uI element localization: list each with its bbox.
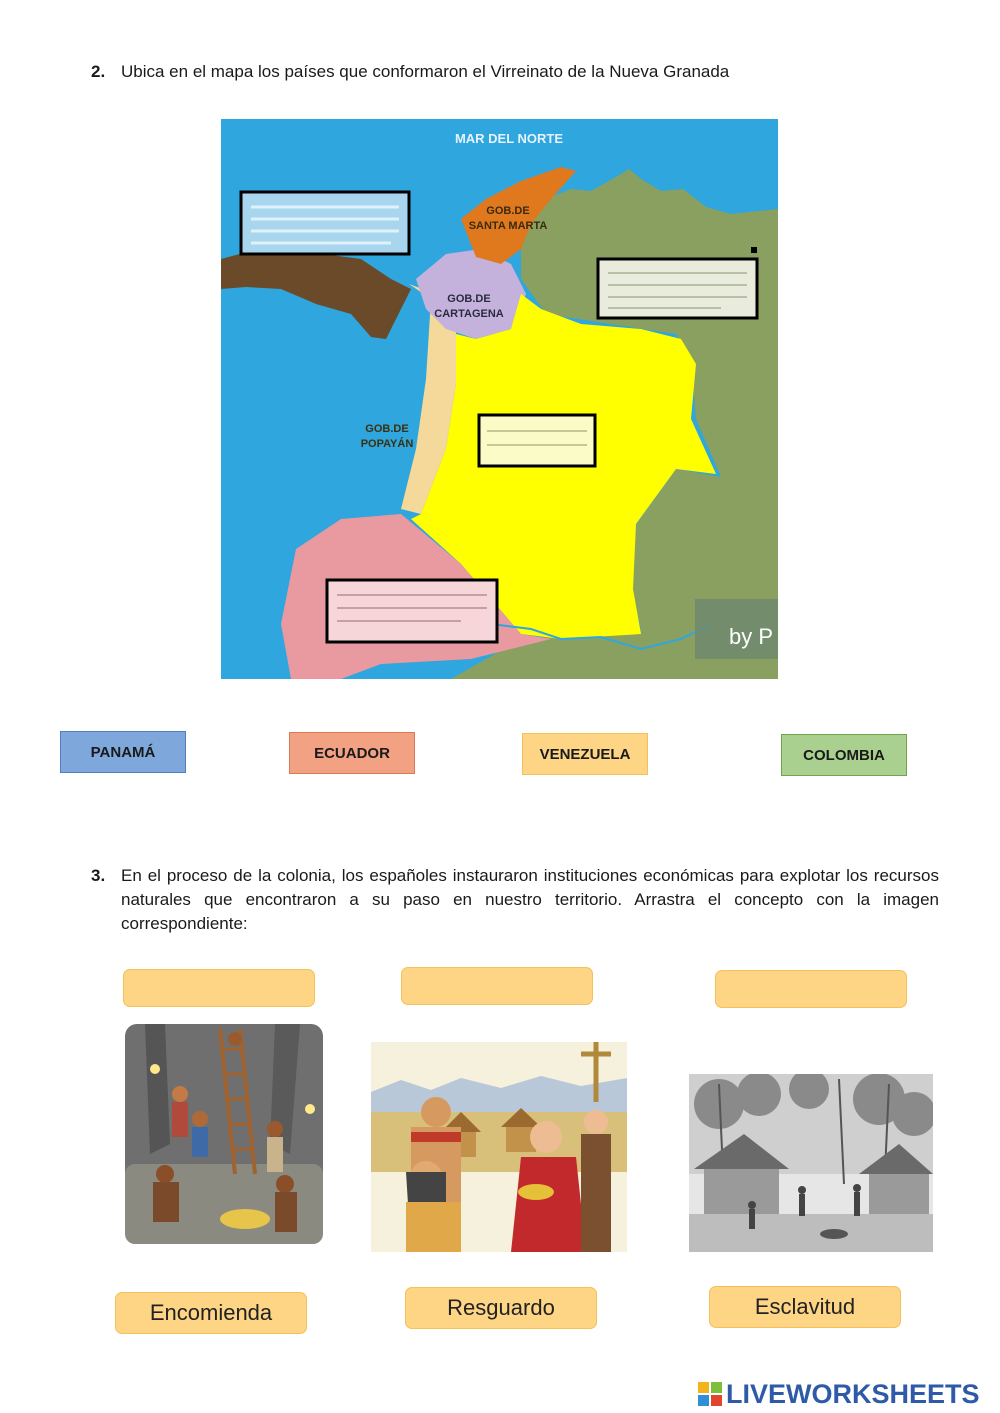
region-label-santa-marta-1: GOB.DE [486, 205, 530, 217]
sea-label: MAR DEL NORTE [454, 131, 564, 146]
question-3-text: En el proceso de la colonia, los españoles instauraron instituciones económicas para explotar los recursos naturales que encontraron a su paso en nuestro territorio. Arrastra el concepto con la imagen correspondiente: [121, 866, 939, 933]
drop-target-1[interactable] [123, 969, 315, 1007]
liveworksheets-logo-text: LIVEWORKSHEETS [726, 1378, 980, 1409]
drop-target-3[interactable] [715, 970, 907, 1008]
resguardo-illustration [371, 1042, 627, 1252]
watermark-text: by P [729, 624, 774, 649]
map-dot [751, 247, 757, 253]
liveworksheets-logo [698, 1378, 980, 1410]
chip-colombia[interactable]: COLOMBIA [781, 734, 907, 776]
map-drop-box-panama[interactable] [241, 192, 409, 254]
question-2-text: Ubica en el mapa los países que conformaron el Virreinato de la Nueva Granada [121, 62, 730, 81]
esclavitud-illustration [689, 1074, 933, 1252]
drop-target-2[interactable] [401, 967, 593, 1005]
chip-panama[interactable]: PANAMÁ [60, 731, 186, 773]
question-2 [91, 60, 951, 84]
chip-venezuela[interactable]: VENEZUELA [522, 733, 648, 775]
question-3 [91, 864, 939, 939]
region-label-popayan-1: GOB.DE [365, 423, 409, 435]
region-label-santa-marta-2: SANTA MARTA [468, 220, 548, 232]
concept-resguardo[interactable]: Resguardo [405, 1287, 597, 1329]
map-drop-box-ecuador[interactable] [327, 580, 497, 642]
region-label-popayan-2: POPAYÁN [360, 438, 414, 450]
map-drop-box-venezuela[interactable] [598, 259, 757, 318]
region-label-cartagena-1: GOB.DE [447, 293, 491, 305]
question-2-number: 2. [91, 62, 106, 81]
map-drop-box-colombia[interactable] [479, 415, 595, 466]
region-label-cartagena-2: CARTAGENA [434, 308, 504, 320]
question-3-number: 3. [91, 866, 106, 885]
concept-encomienda[interactable]: Encomienda [115, 1292, 307, 1334]
viceroyalty-map [221, 119, 778, 679]
mine-illustration [125, 1024, 323, 1244]
concept-esclavitud[interactable]: Esclavitud [709, 1286, 901, 1328]
chip-ecuador[interactable]: ECUADOR [289, 732, 415, 774]
liveworksheets-icon [698, 1382, 722, 1406]
